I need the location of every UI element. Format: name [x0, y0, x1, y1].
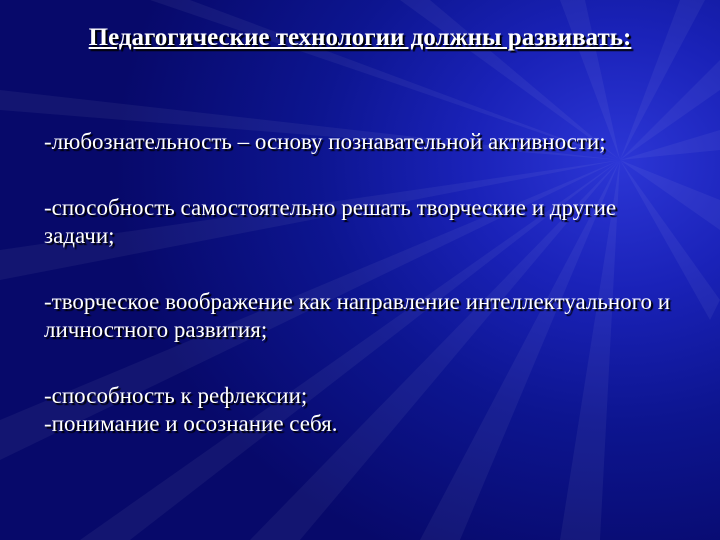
slide-title: Педагогические технологии должны развивать:: [88, 24, 632, 51]
list-item: -творческое воображение как направление интеллектуального и личностного развития;: [44, 289, 671, 342]
list-item: -способность самостоятельно решать творческие и другие задачи;: [44, 195, 617, 248]
list-item: -способность к рефлексии;: [44, 383, 308, 408]
list-item: -любознательность – основу познавательной активности;: [44, 129, 606, 154]
list-item: -понимание и осознание себя.: [44, 411, 338, 436]
bullet-list: [44, 128, 684, 438]
